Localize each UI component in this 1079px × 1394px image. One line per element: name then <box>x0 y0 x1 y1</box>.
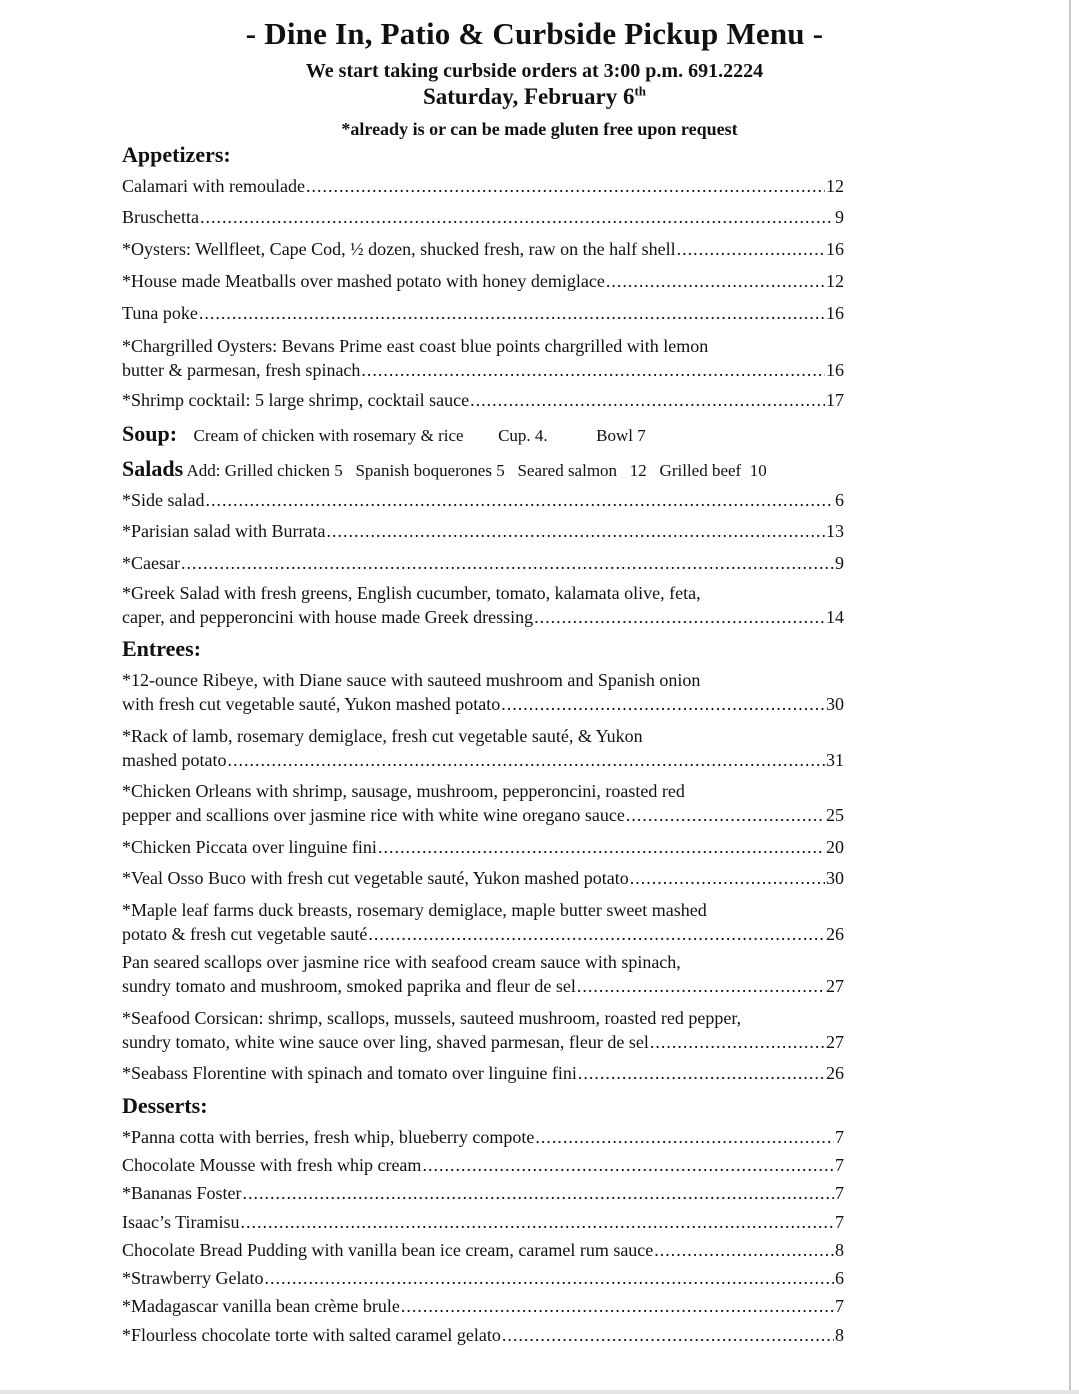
leader-dots <box>535 1125 834 1149</box>
item-name: butter & parmesan, fresh spinach <box>122 360 361 380</box>
item-name: *Caesar <box>122 553 180 573</box>
menu-item <box>122 1323 844 1347</box>
leader-dots <box>181 551 834 575</box>
menu-item <box>122 388 844 412</box>
item-price: 7 <box>835 1155 844 1175</box>
leader-dots <box>630 866 825 890</box>
leader-dots <box>200 205 834 229</box>
item-price: 9 <box>835 207 844 227</box>
item-description: *12-ounce Ribeye, with Diane sauce with sauteed mushroom and Spanish onion <box>122 670 701 690</box>
leader-dots <box>534 605 825 629</box>
leader-dots <box>199 301 825 325</box>
item-description: *Rack of lamb, rosemary demiglace, fresh cut vegetable sauté, & Yukon <box>122 726 643 746</box>
leader-dots <box>577 974 825 998</box>
desserts-heading: Desserts: <box>122 1093 208 1118</box>
item-name: Chocolate Mousse with fresh whip cream <box>122 1155 422 1175</box>
menu-item <box>122 1294 844 1318</box>
menu-item <box>122 1061 844 1085</box>
item-price: 7 <box>835 1127 844 1147</box>
menu-item <box>122 898 844 946</box>
item-name: *Shrimp cocktail: 5 large shrimp, cocktail sauce <box>122 390 470 410</box>
leader-dots <box>264 1266 834 1290</box>
salads-heading: Salads <box>122 456 184 481</box>
item-price: 16 <box>826 303 844 323</box>
item-price: 12 <box>826 176 844 196</box>
page-bottom-edge <box>0 1390 1079 1394</box>
item-price: 20 <box>826 837 844 857</box>
item-price: 6 <box>835 490 844 510</box>
item-name: Calamari with remoulade <box>122 176 305 196</box>
leader-dots <box>241 1210 834 1234</box>
item-name: sundry tomato and mushroom, smoked paprika and fleur de sel <box>122 976 576 996</box>
item-name: caper, and pepperoncini with house made Greek dressing <box>122 607 534 627</box>
item-price: 9 <box>835 553 844 573</box>
item-name: *Madagascar vanilla bean crème brule <box>122 1296 400 1316</box>
soup-cup-price: Cup. 4. <box>498 426 548 445</box>
salad-addons: Add: Grilled chicken 5 Spanish boquerones 5 Seared salmon 12 Grilled beef 10 <box>186 461 767 480</box>
item-name: mashed potato <box>122 750 227 770</box>
soup-heading: Soup: <box>122 421 178 446</box>
gluten-free-note: *already is or can be made gluten free upon request <box>341 119 738 139</box>
menu-item <box>122 334 844 382</box>
menu-item <box>122 950 844 998</box>
salads-row <box>122 456 767 482</box>
item-price: 16 <box>826 360 844 380</box>
curbside-info: We start taking curbside orders at 3:00 p.m. 691.2224 <box>305 60 764 82</box>
item-price: 16 <box>826 239 844 259</box>
item-name: *House made Meatballs over mashed potato with honey demiglace <box>122 271 605 291</box>
entrees-heading: Entrees: <box>122 636 202 661</box>
leader-dots <box>242 1181 834 1205</box>
menu-item <box>122 866 844 890</box>
item-name: *Oysters: Wellfleet, Cape Cod, ½ dozen, shucked fresh, raw on the half shell <box>122 239 676 259</box>
item-name: *Veal Osso Buco with fresh cut vegetable sauté, Yukon mashed potato <box>122 868 629 888</box>
leader-dots <box>501 692 825 716</box>
item-price: 27 <box>826 976 844 996</box>
menu-date-text: Saturday, February 6 <box>422 84 635 109</box>
leader-dots <box>626 803 825 827</box>
item-name: *Panna cotta with berries, fresh whip, blueberry compote <box>122 1127 535 1147</box>
item-name: *Parisian salad with Burrata <box>122 521 326 541</box>
leader-dots <box>306 174 825 198</box>
menu-item <box>122 1238 844 1262</box>
leader-dots <box>654 1238 834 1262</box>
menu-item <box>122 1153 844 1177</box>
menu-item <box>122 488 844 512</box>
item-price: 30 <box>826 868 844 888</box>
leader-dots <box>206 488 835 512</box>
menu-item <box>122 519 844 543</box>
menu-title: - Dine In, Patio & Curbside Pickup Menu - <box>245 16 824 51</box>
menu-item <box>122 581 844 629</box>
leader-dots <box>326 519 825 543</box>
menu-item <box>122 205 844 229</box>
item-name: Chocolate Bread Pudding with vanilla bean ice cream, caramel rum sauce <box>122 1240 654 1260</box>
item-name: pepper and scallions over jasmine rice with white wine oregano sauce <box>122 805 625 825</box>
menu-date-suffix: th <box>634 83 647 99</box>
item-name: *Chicken Piccata over linguine fini <box>122 837 377 857</box>
menu-item <box>122 668 844 716</box>
item-name: Tuna poke <box>122 303 198 323</box>
soup-description: Cream of chicken with rosemary & rice <box>193 426 464 445</box>
item-description: *Seafood Corsican: shrimp, scallops, mussels, sauteed mushroom, roasted red pepper, <box>122 1008 742 1028</box>
item-name: sundry tomato, white wine sauce over ling, shaved parmesan, fleur de sel <box>122 1032 649 1052</box>
item-description: *Greek Salad with fresh greens, English cucumber, tomato, kalamata olive, feta, <box>122 583 701 603</box>
soup-row <box>122 421 646 447</box>
leader-dots <box>361 358 825 382</box>
menu-item <box>122 551 844 575</box>
item-description: Pan seared scallops over jasmine rice with seafood cream sauce with spinach, <box>122 952 681 972</box>
leader-dots <box>470 388 825 412</box>
item-name: potato & fresh cut vegetable sauté <box>122 924 368 944</box>
leader-dots <box>368 922 825 946</box>
menu-item <box>122 779 844 827</box>
appetizers-heading: Appetizers: <box>122 142 231 167</box>
item-price: 31 <box>826 750 844 770</box>
item-name: *Side salad <box>122 490 205 510</box>
item-name: *Strawberry Gelato <box>122 1268 264 1288</box>
item-name: Isaac’s Tiramisu <box>122 1212 240 1232</box>
menu-item <box>122 724 844 772</box>
item-price: 25 <box>826 805 844 825</box>
leader-dots <box>401 1294 834 1318</box>
item-name: *Bananas Foster <box>122 1183 242 1203</box>
item-price: 30 <box>826 694 844 714</box>
leader-dots <box>677 237 825 261</box>
soup-bowl-price: Bowl 7 <box>596 426 646 445</box>
leader-dots <box>422 1153 834 1177</box>
menu-item <box>122 237 844 261</box>
menu-item <box>122 1125 844 1149</box>
item-price: 14 <box>826 607 844 627</box>
menu-item <box>122 174 844 198</box>
item-price: 26 <box>826 1063 844 1083</box>
menu-item <box>122 1181 844 1205</box>
item-price: 6 <box>835 1268 844 1288</box>
menu-item <box>122 1210 844 1234</box>
menu-date <box>0 84 1074 110</box>
item-price: 8 <box>835 1240 844 1260</box>
item-price: 26 <box>826 924 844 944</box>
item-price: 13 <box>826 521 844 541</box>
item-name: *Flourless chocolate torte with salted caramel gelato <box>122 1325 501 1345</box>
item-price: 12 <box>826 271 844 291</box>
item-name: *Seabass Florentine with spinach and tomato over linguine fini <box>122 1063 577 1083</box>
item-name: with fresh cut vegetable sauté, Yukon mashed potato <box>122 694 501 714</box>
item-price: 17 <box>826 390 844 410</box>
leader-dots <box>606 269 825 293</box>
item-price: 8 <box>835 1325 844 1345</box>
leader-dots <box>650 1030 825 1054</box>
menu-item <box>122 301 844 325</box>
leader-dots <box>578 1061 825 1085</box>
item-price: 7 <box>835 1296 844 1316</box>
item-price: 27 <box>826 1032 844 1052</box>
menu-item <box>122 1006 844 1054</box>
leader-dots <box>227 748 825 772</box>
item-description: *Chargrilled Oysters: Bevans Prime east coast blue points chargrilled with lemon <box>122 336 709 356</box>
leader-dots <box>502 1323 834 1347</box>
menu-item <box>122 269 844 293</box>
item-price: 7 <box>835 1212 844 1232</box>
item-price: 7 <box>835 1183 844 1203</box>
item-name: Bruschetta <box>122 207 199 227</box>
leader-dots <box>378 835 825 859</box>
menu-item <box>122 835 844 859</box>
page-edge <box>1069 0 1071 1394</box>
item-description: *Maple leaf farms duck breasts, rosemary demiglace, maple butter sweet mashed <box>122 900 707 920</box>
item-description: *Chicken Orleans with shrimp, sausage, mushroom, pepperoncini, roasted red <box>122 781 685 801</box>
menu-item <box>122 1266 844 1290</box>
